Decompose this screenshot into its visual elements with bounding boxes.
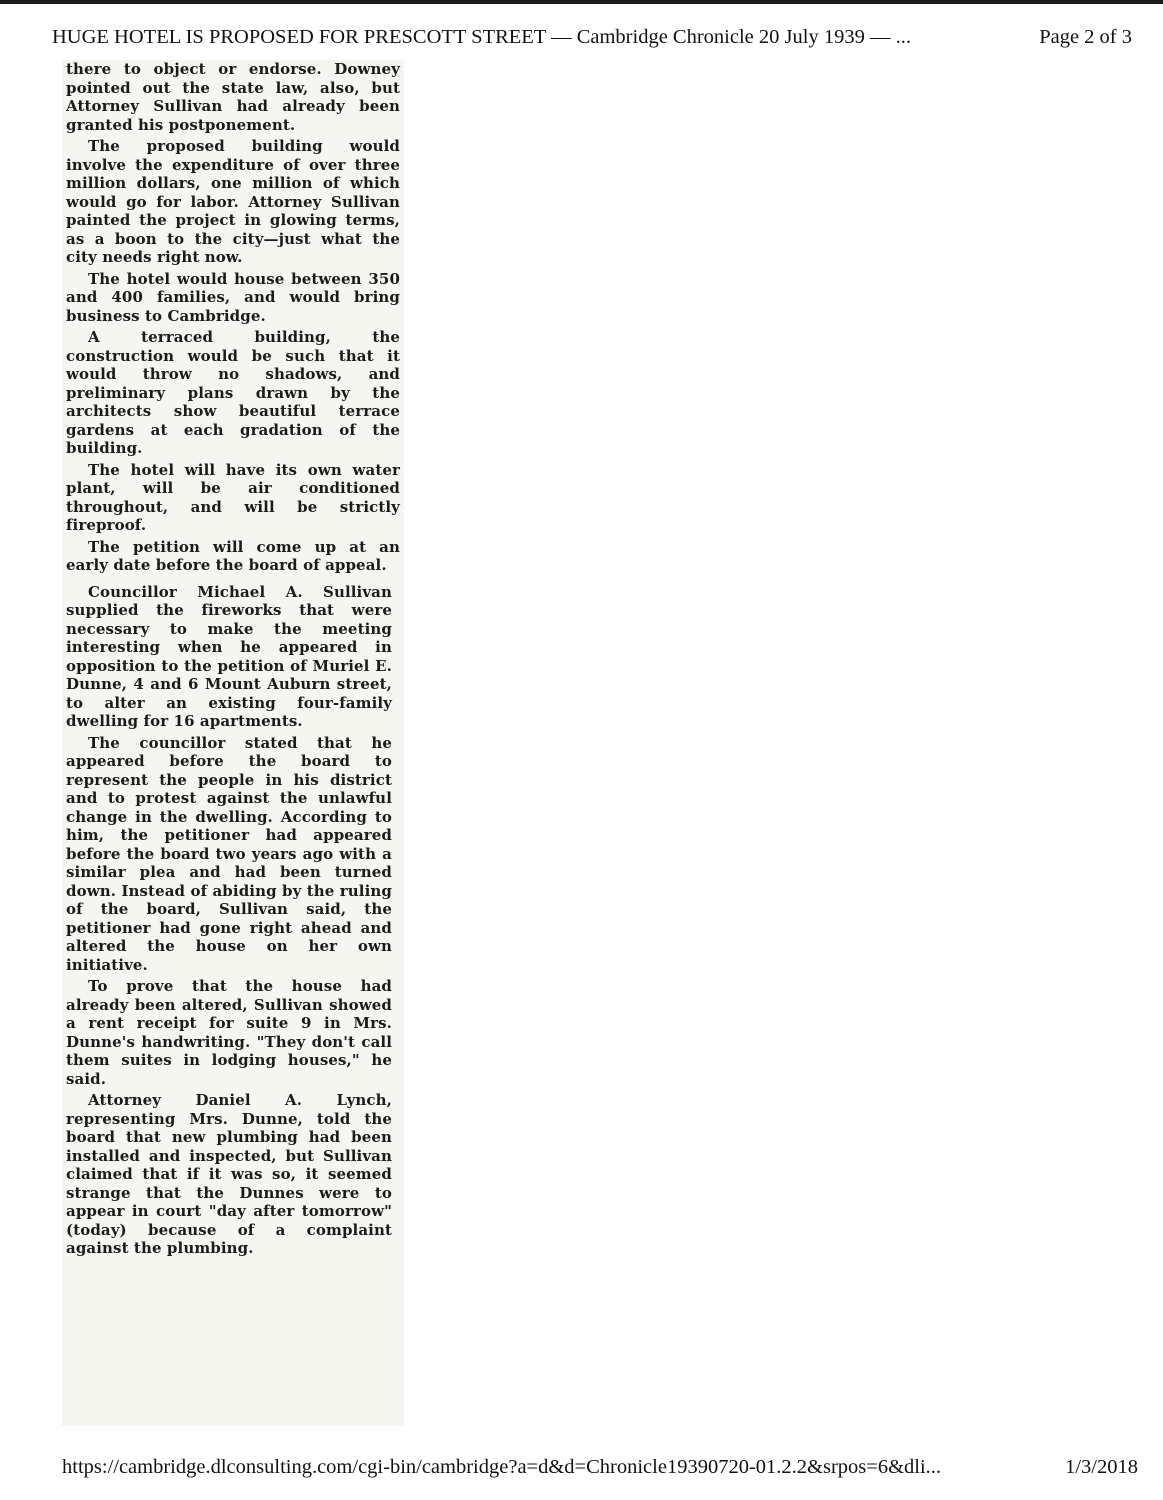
source-url[interactable]: https://cambridge.dlconsulting.com/cgi-bin/cambridge?a=d&d=Chronicle19390720-01.2.2&srpos=6&dli... <box>62 1456 942 1478</box>
article-paragraph: The hotel will have its own water plant, will be air conditioned throughout, and will be strictly fireproof. <box>66 460 400 534</box>
article-paragraph: Councillor Michael A. Sullivan supplied the fireworks that were necessary to make the meeting interesting when he appeared in opposition to the petition of Muriel E. Dunne, 4 and 6 Mount Auburn street, to alter an existing four-family dwelling for 16 apartments. <box>66 582 392 730</box>
page-header <box>52 24 1132 50</box>
article-paragraph: Attorney Daniel A. Lynch, representing Mrs. Dunne, told the board that new plumbing had been installed and inspected, but Sullivan claimed that if it was so, it seemed strange that the Dunnes were to appear in court "day after tomorrow" (today) because of a complaint against the plumbing. <box>66 1091 392 1257</box>
scan-top-edge <box>0 0 1163 4</box>
article-column <box>66 60 400 1258</box>
article-paragraph: The councillor stated that he appeared before the board to represent the people in his district and to protest against the unlawful change in the dwelling. According to him, the petitioner had appeared before the board two years ago with a similar plea and had been turned down. Instead of abiding by the ruling of the board, Sullivan said, the petitioner had gone right ahead and altered the house on her own initiative. <box>66 733 392 974</box>
article-paragraph: The hotel would house between 350 and 400 families, and would bring business to Cambridge. <box>66 269 400 325</box>
print-date: 1/3/2018 <box>1065 1456 1138 1478</box>
article-paragraph: A terraced building, the construction would be such that it would throw no shadows, and preliminary plans drawn by the architects show beautiful terrace gardens at each gradation of the building. <box>66 328 400 457</box>
article-paragraph: there to object or endorse. Downey pointed out the state law, also, but Attorney Sullivan had already been granted his postponement. <box>66 60 400 134</box>
article-paragraph: The proposed building would involve the expenditure of over three million dollars, one million of which would go for labor. Attorney Sullivan painted the project in glowing terms, as a boon to the city—just what the city needs right now. <box>66 137 400 266</box>
newspaper-clipping <box>62 60 404 1426</box>
page-footer <box>62 1454 1138 1480</box>
article-paragraph: The petition will come up at an early date before the board of appeal. <box>66 537 400 574</box>
article-paragraph: To prove that the house had already been altered, Sullivan showed a rent receipt for suite 9 in Mrs. Dunne's handwriting. "They don't call them suites in lodging houses," he said. <box>66 977 392 1088</box>
page-title: HUGE HOTEL IS PROPOSED FOR PRESCOTT STREET — Cambridge Chronicle 20 July 1939 — ... <box>52 26 911 48</box>
page-number: Page 2 of 3 <box>1039 26 1132 48</box>
